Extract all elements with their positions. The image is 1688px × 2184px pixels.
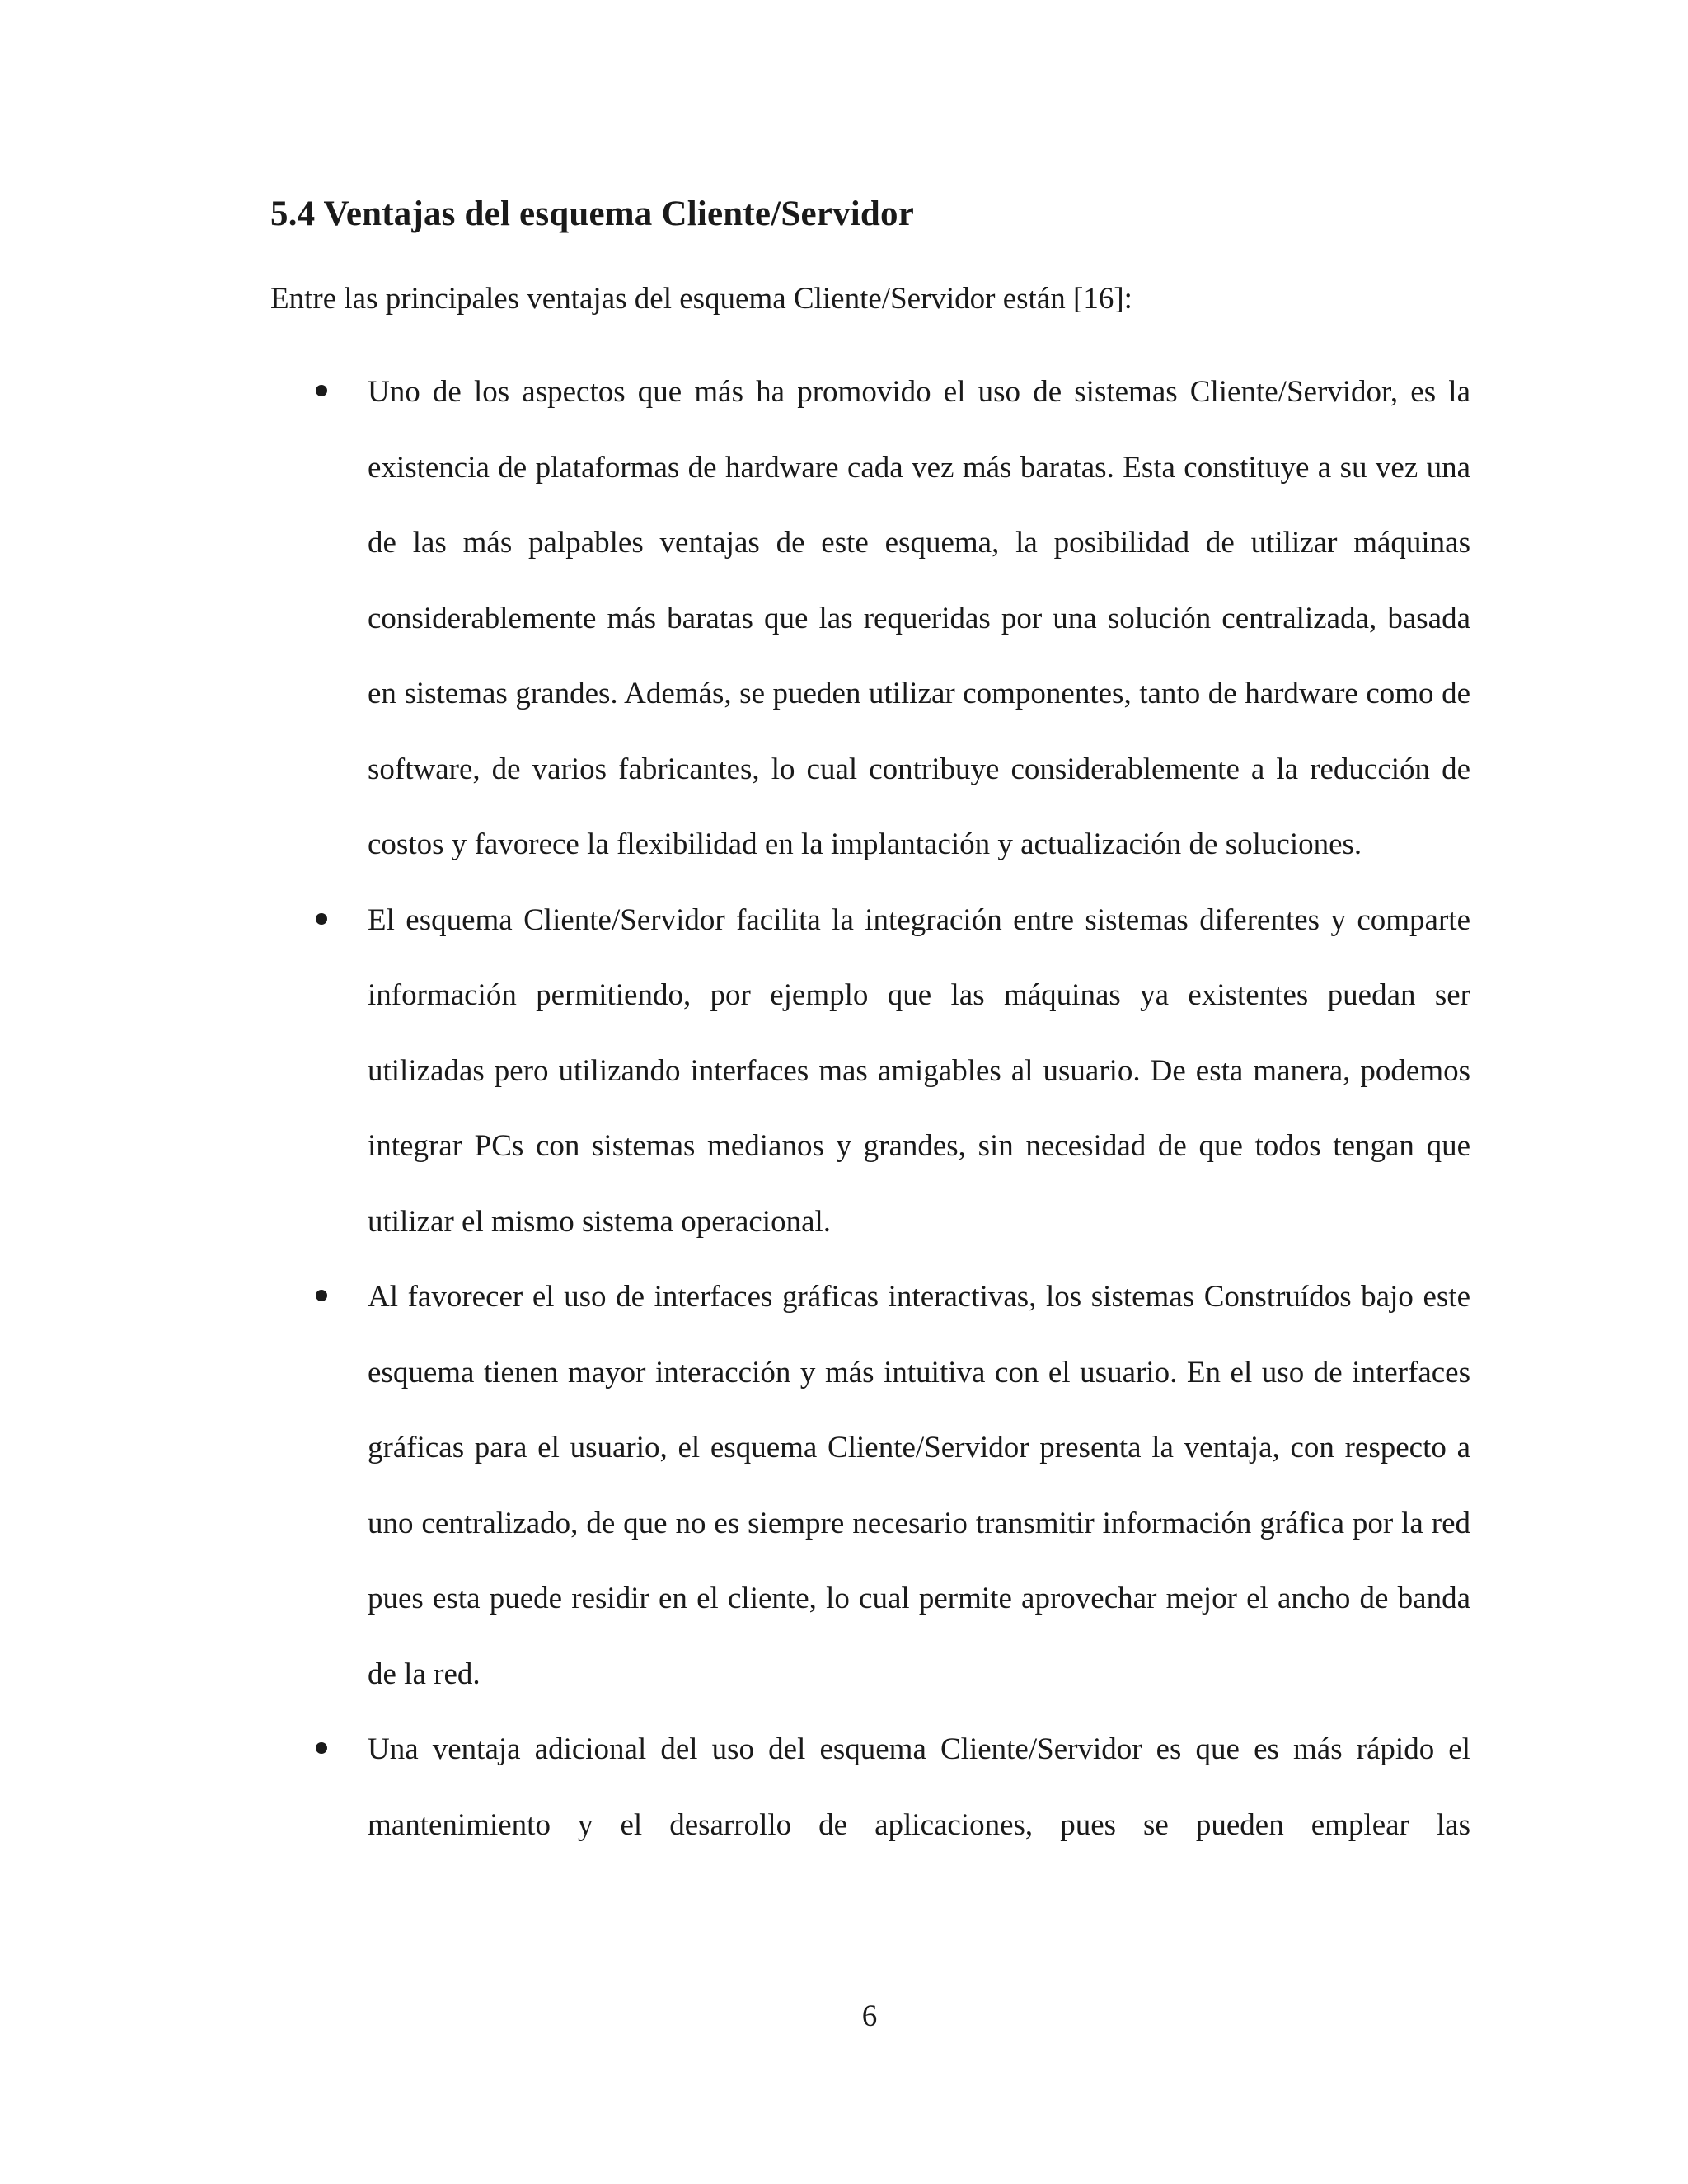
bullet-icon [316, 1742, 327, 1754]
list-item [270, 883, 1470, 1260]
page-number: 6 [861, 1999, 878, 2033]
list-item-text: El esquema Cliente/Servidor facilita la integración entre sistemas diferentes y comparte información permitiendo, por ejemplo que las máquinas ya existentes puedan ser utilizadas pero utilizando interfaces mas amigables al usuario. De esta manera, podemos integrar PCs con sistemas medianos y grandes, sin necesidad de que todos tengan que utilizar el mismo sistema operacional. [368, 902, 1470, 1239]
bullet-icon [316, 1290, 327, 1301]
list-item [270, 1259, 1470, 1712]
advantages-list [270, 354, 1470, 1863]
bullet-icon [316, 385, 327, 396]
section-heading: 5.4 Ventajas del esquema Cliente/Servidor [270, 194, 914, 233]
list-item-text: Una ventaja adicional del uso del esquema Cliente/Servidor es que es más rápido el mantenimiento y el desarrollo de aplicaciones, pues se pueden emplear las [368, 1732, 1470, 1842]
list-item-text: Al favorecer el uso de interfaces gráficas interactivas, los sistemas Construídos bajo este esquema tienen mayor interacción y más intuitiva con el usuario. En el uso de interfaces gráficas para el usuario, el esquema Cliente/Servidor presenta la ventaja, con respecto a uno centralizado, de que no es siempre necesario transmitir información gráfica por la red pues esta puede residir en el cliente, lo cual permite aprovechar mejor el ancho de banda de la red. [368, 1280, 1470, 1691]
list-item-text: Uno de los aspectos que más ha promovido el uso de sistemas Cliente/Servidor, es la existencia de plataformas de hardware cada vez más baratas. Esta constituye a su vez una de las más palpables ventajas de este esquema, la posibilidad de utilizar máquinas considerablemente más baratas que las requeridas por una solución centralizada, basada en sistemas grandes. Además, se pueden utilizar componentes, tanto de hardware como de software, de varios fabricantes, lo cual contribuye considerablemente a la reducción de costos y favorece la flexibilidad en la implantación y actualización de soluciones. [368, 375, 1470, 861]
bullet-icon [316, 913, 327, 925]
list-item [270, 354, 1470, 883]
intro-paragraph: Entre las principales ventajas del esquema Cliente/Servidor están [16]: [270, 282, 1132, 316]
list-item [270, 1712, 1470, 1863]
